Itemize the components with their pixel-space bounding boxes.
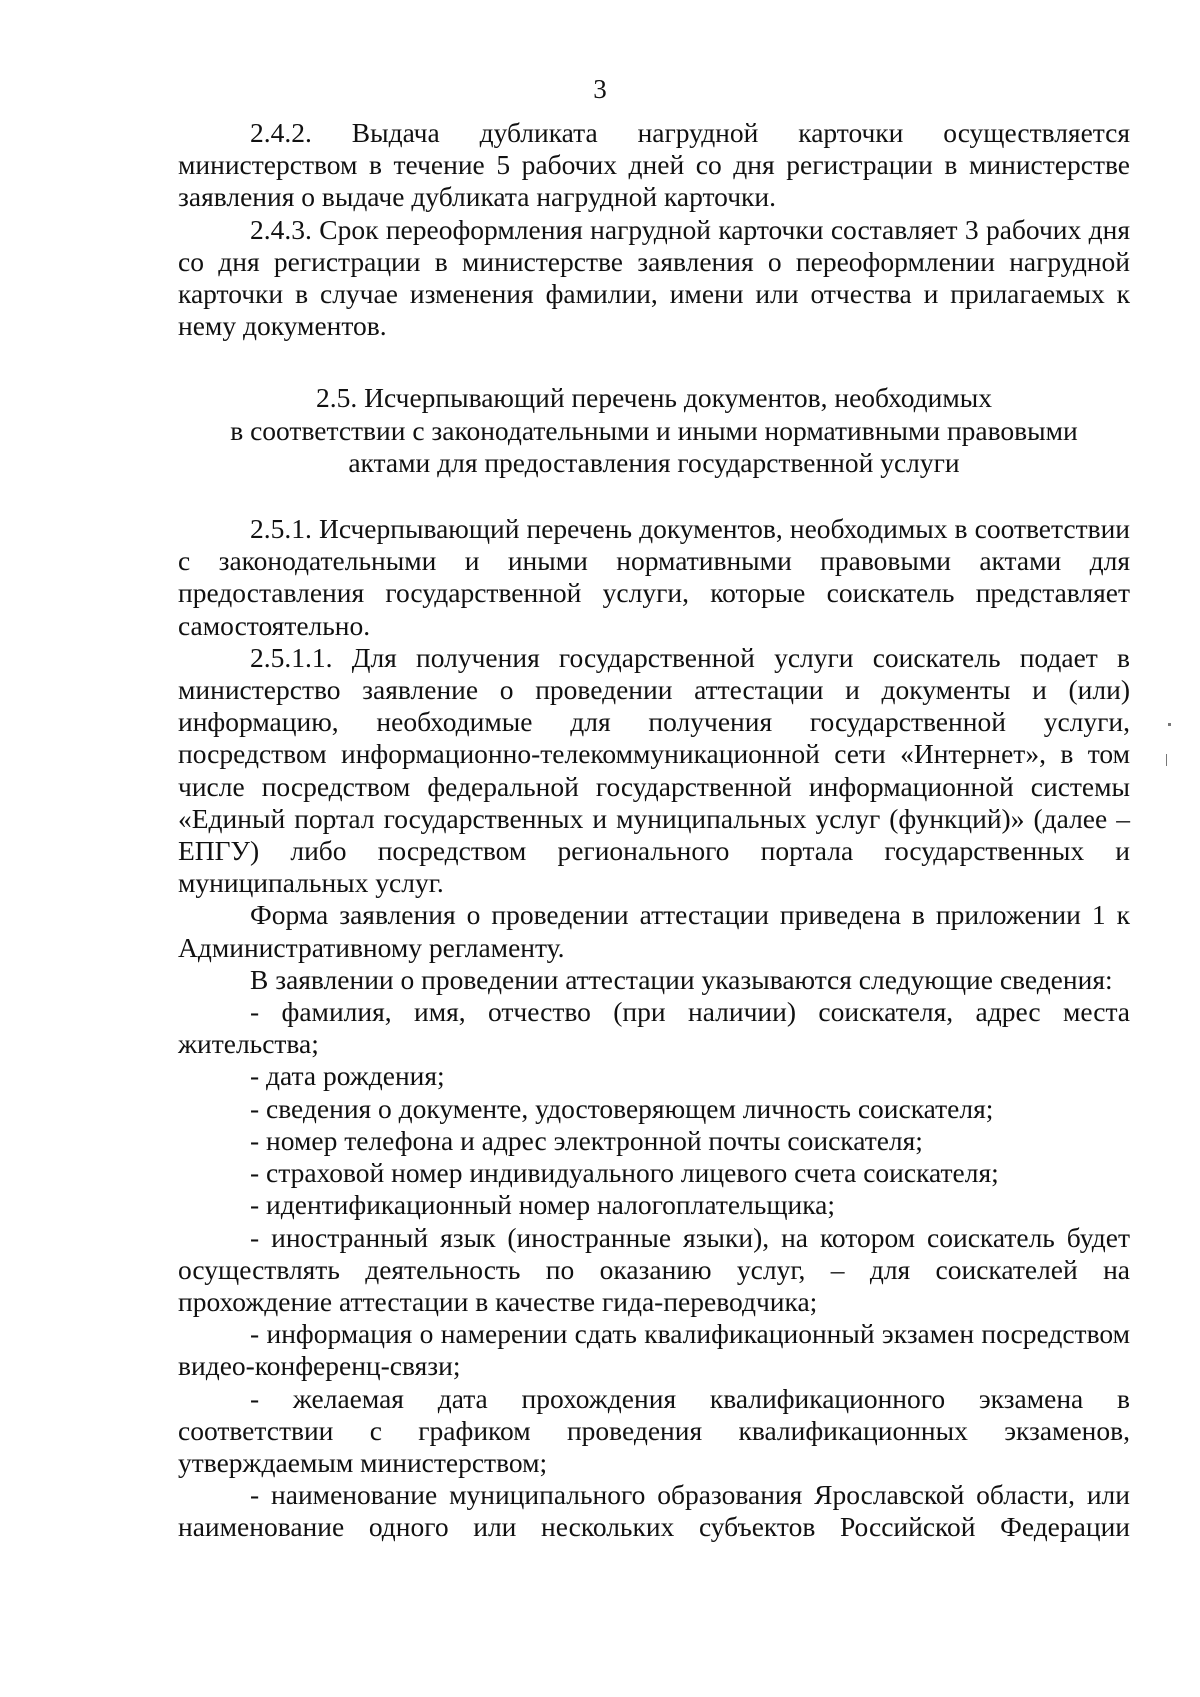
scan-artifact xyxy=(1168,723,1171,726)
list-item: - сведения о документе, удостоверяющем личность соискателя; xyxy=(250,1092,994,1124)
list-item: - информация о намерении сдать квалификационный экзамен посредством видео-конференц-связи; xyxy=(178,1318,1130,1382)
list-item: - страховой номер индивидуального лицевого счета соискателя; xyxy=(250,1157,999,1189)
list-item: - наименование муниципального образования Ярославской области, или наименование одного или нескольких субъектов Российской Федерации xyxy=(178,1479,1130,1543)
list-item: - фамилия, имя, отчество (при наличии) соискателя, адрес места жительства; xyxy=(178,996,1130,1060)
page-number: 3 xyxy=(593,74,607,104)
list-item: - номер телефона и адрес электронной почты соискателя; xyxy=(250,1124,923,1156)
section-heading-line: актами для предоставления государственной услуги xyxy=(348,446,960,478)
section-heading-line: в соответствии с законодательными и иными нормативными правовыми xyxy=(230,414,1078,446)
list-item: - иностранный язык (иностранные языки), на котором соискатель будет осуществлять деятельность по оказанию услуг, – для соискателей на прохождение аттестации в качестве гида-переводчика; xyxy=(178,1221,1130,1317)
paragraph-2-5-1: 2.5.1. Исчерпывающий перечень документов, необходимых в соответствии с законодательными и иными нормативными правовыми актами для предоставления государственной услуги, которые соискатель представляет самостоятельно. xyxy=(178,513,1130,641)
paragraph-2-4-2: 2.4.2. Выдача дубликата нагрудной карточки осуществляется министерством в течение 5 рабочих дней со дня регистрации в министерстве заявления о выдаче дубликата нагрудной карточки. xyxy=(178,117,1130,213)
document-body xyxy=(178,117,1130,1544)
paragraph-2-4-3: 2.4.3. Срок переоформления нагрудной карточки составляет 3 рабочих дня со дня регистрации в министерстве заявления о переоформлении нагрудной карточки в случае изменения фамилии, имени или отчества и прилагаемых к нему документов. xyxy=(178,213,1130,342)
section-heading-line: 2.5. Исчерпывающий перечень документов, необходимых xyxy=(315,382,993,414)
scan-artifact xyxy=(1166,754,1167,766)
list-item: - дата рождения; xyxy=(250,1060,445,1092)
section-heading-2-5 xyxy=(178,382,1130,479)
list-item: - желаемая дата прохождения квалификационного экзамена в соответствии с графиком проведения квалификационных экзаменов, утверждаемым министерством; xyxy=(178,1382,1130,1478)
paragraph-application-form: Форма заявления о проведении аттестации приведена в приложении 1 к Административному регламенту. xyxy=(178,899,1130,963)
paragraph-2-5-1-1: 2.5.1.1. Для получения государственной услуги соискатель подает в министерство заявление о проведении аттестации и документы и (или) информацию, необходимые для получения государственной услуги, посредством информационно-телекоммуникационной сети «Интернет», в том числе посредством федеральной государственной информационной системы «Единый портал государственных и муниципальных услуг (функций)» (далее – ЕПГУ) либо посредством регионального портала государственных и муниципальных услуг. xyxy=(178,641,1130,899)
paragraph-application-contents: В заявлении о проведении аттестации указываются следующие сведения: xyxy=(250,963,1113,995)
list-item: - идентификационный номер налогоплательщика; xyxy=(250,1189,836,1221)
